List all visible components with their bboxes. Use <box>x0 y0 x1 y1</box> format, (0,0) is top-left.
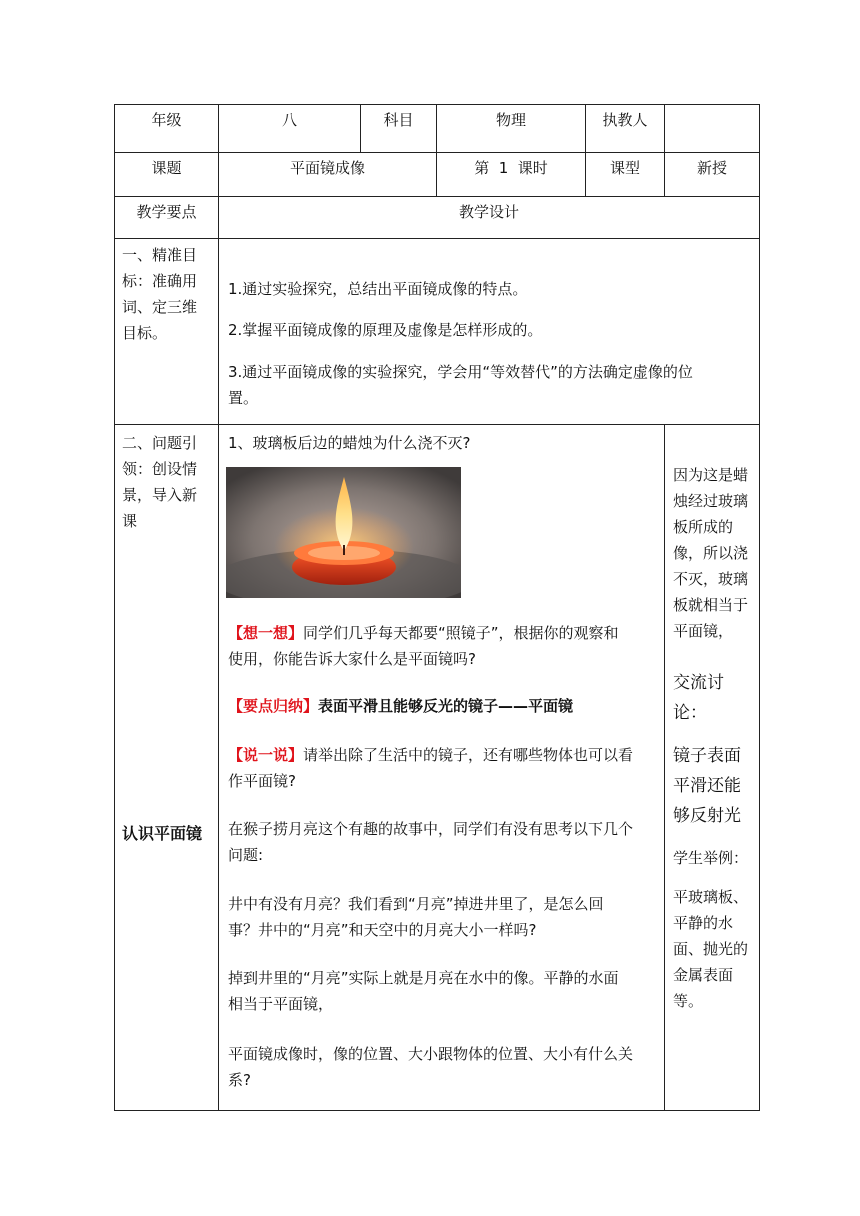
section1-label-line: 目标。 <box>122 324 168 342</box>
section2-label-line: 领：创设情 <box>122 460 198 478</box>
sidebar-mirror <box>673 741 755 831</box>
sidebar-example-line: 平玻璃板、 <box>673 888 749 906</box>
think-text: 同学们几乎每天都要“照镜子”，根据你的观察和 <box>303 624 619 642</box>
summary-paragraph <box>228 693 658 719</box>
sidebar-answer-line: 板就相当于 <box>673 596 749 614</box>
sidebar-discuss-line: 论： <box>673 703 707 723</box>
monkey-line: 在猴子捞月亮这个有趣的故事中，同学们有没有思考以下几个 <box>228 820 634 838</box>
sidebar-example-line: 金属表面 <box>673 966 734 984</box>
say-paragraph <box>228 742 658 794</box>
sidebar-answer-line: 平面镜， <box>673 622 734 640</box>
table-border-left <box>114 104 115 1111</box>
relation-paragraph <box>228 1041 658 1093</box>
section1-label-line: 标：准确用 <box>122 272 198 290</box>
section2-label-line: 课 <box>122 512 138 530</box>
sidebar-discuss-line: 交流讨 <box>673 673 724 693</box>
type-value: 新授 <box>696 159 727 177</box>
sidebar-examples <box>673 884 755 1014</box>
sidebar-example-line: 平静的水 <box>673 914 734 932</box>
sidebar-answer-line: 烛经过玻璃 <box>673 492 749 510</box>
monkey-paragraph <box>228 816 658 868</box>
think-text-cont: 使用，你能告诉大家什么是平面镜吗? <box>228 650 476 668</box>
monkey-line: 问题: <box>228 846 264 864</box>
sidebar-mirror-line: 平滑还能 <box>673 776 741 796</box>
say-text-cont: 作平面镜? <box>228 772 296 790</box>
subject-value: 物理 <box>495 111 526 129</box>
sidebar-answer-line: 不灭，玻璃 <box>673 570 749 588</box>
sidebar-mirror-line: 够反射光 <box>673 806 741 826</box>
col-divider-r1-d <box>664 104 665 196</box>
recognize-mirror-label: 认识平面镜 <box>122 824 203 843</box>
sidebar-answer-line: 像，所以浇 <box>673 544 749 562</box>
subject-label: 科目 <box>383 111 414 129</box>
well-line: 井中有没有月亮？我们看到“月亮”掉进井里了，是怎么回 <box>228 895 604 913</box>
sidebar-example-line: 面、抛光的 <box>673 940 749 958</box>
think-tag: 【想一想】 <box>228 624 304 642</box>
sidebar-answer-line: 板所成的 <box>673 518 734 536</box>
summary-text: 表面平滑且能够反光的镜子——平面镜 <box>318 697 574 715</box>
sidebar-student-example: 学生举例： <box>673 849 749 867</box>
image-line: 相当于平面镜， <box>228 995 334 1013</box>
type-label: 课型 <box>609 159 640 177</box>
well-line: 事？井中的“月亮”和天空中的月亮大小一样吗? <box>228 921 537 939</box>
think-paragraph <box>228 620 658 672</box>
row-divider-3 <box>114 238 760 239</box>
sidebar-discuss <box>673 668 755 728</box>
table-border-bottom <box>114 1110 760 1111</box>
key-points-header: 教学要点 <box>136 203 197 221</box>
candle-photo <box>226 467 461 598</box>
section2-label-line: 二、问题引 <box>122 434 198 452</box>
image-line: 掉到井里的“月亮”实际上就是月亮在水中的像。平静的水面 <box>228 969 619 987</box>
well-paragraph <box>228 891 658 943</box>
col-divider-main <box>218 104 219 1111</box>
goal-3: 3.通过平面镜成像的实验探究，学会用“等效替代”的方法确定虚像的位 <box>228 363 693 381</box>
goal-1: 1.通过实验探究，总结出平面镜成像的特点。 <box>228 280 528 298</box>
period-value: 第 1 课时 <box>474 159 548 177</box>
grade-label: 年级 <box>151 111 182 129</box>
teacher-label: 执教人 <box>602 111 648 129</box>
design-header: 教学设计 <box>458 203 519 221</box>
say-text: 请举出除了生活中的镜子，还有哪些物体也可以看 <box>303 746 634 764</box>
row-divider-2 <box>114 196 760 197</box>
relation-line: 平面镜成像时，像的位置、大小跟物体的位置、大小有什么关 <box>228 1045 634 1063</box>
goal-3-cont: 置。 <box>228 389 259 407</box>
topic-label: 课题 <box>151 159 182 177</box>
col-divider-sidebar <box>664 424 665 1110</box>
image-paragraph <box>228 965 658 1017</box>
section1-label-line: 一、精准目 <box>122 246 198 264</box>
question-1: 1、玻璃板后边的蜡烛为什么浇不灭? <box>228 434 471 452</box>
sidebar-answer-line: 因为这是蜡 <box>673 466 749 484</box>
topic-value: 平面镜成像 <box>289 159 365 177</box>
sidebar-example-line: 等。 <box>673 992 704 1010</box>
table-border-right <box>759 104 760 1111</box>
section1-label-line: 词、定三维 <box>122 298 198 316</box>
say-tag: 【说一说】 <box>228 746 304 764</box>
sidebar-mirror-line: 镜子表面 <box>673 746 741 766</box>
relation-line: 系? <box>228 1071 251 1089</box>
sidebar-answer <box>673 462 755 644</box>
section1-label <box>122 242 216 346</box>
section2-label-line: 景，导入新 <box>122 486 198 504</box>
summary-tag: 【要点归纳】 <box>228 697 319 715</box>
section2-label <box>122 430 216 534</box>
grade-value: 八 <box>281 111 297 129</box>
goal-2: 2.掌握平面镜成像的原理及虚像是怎样形成的。 <box>228 321 543 339</box>
